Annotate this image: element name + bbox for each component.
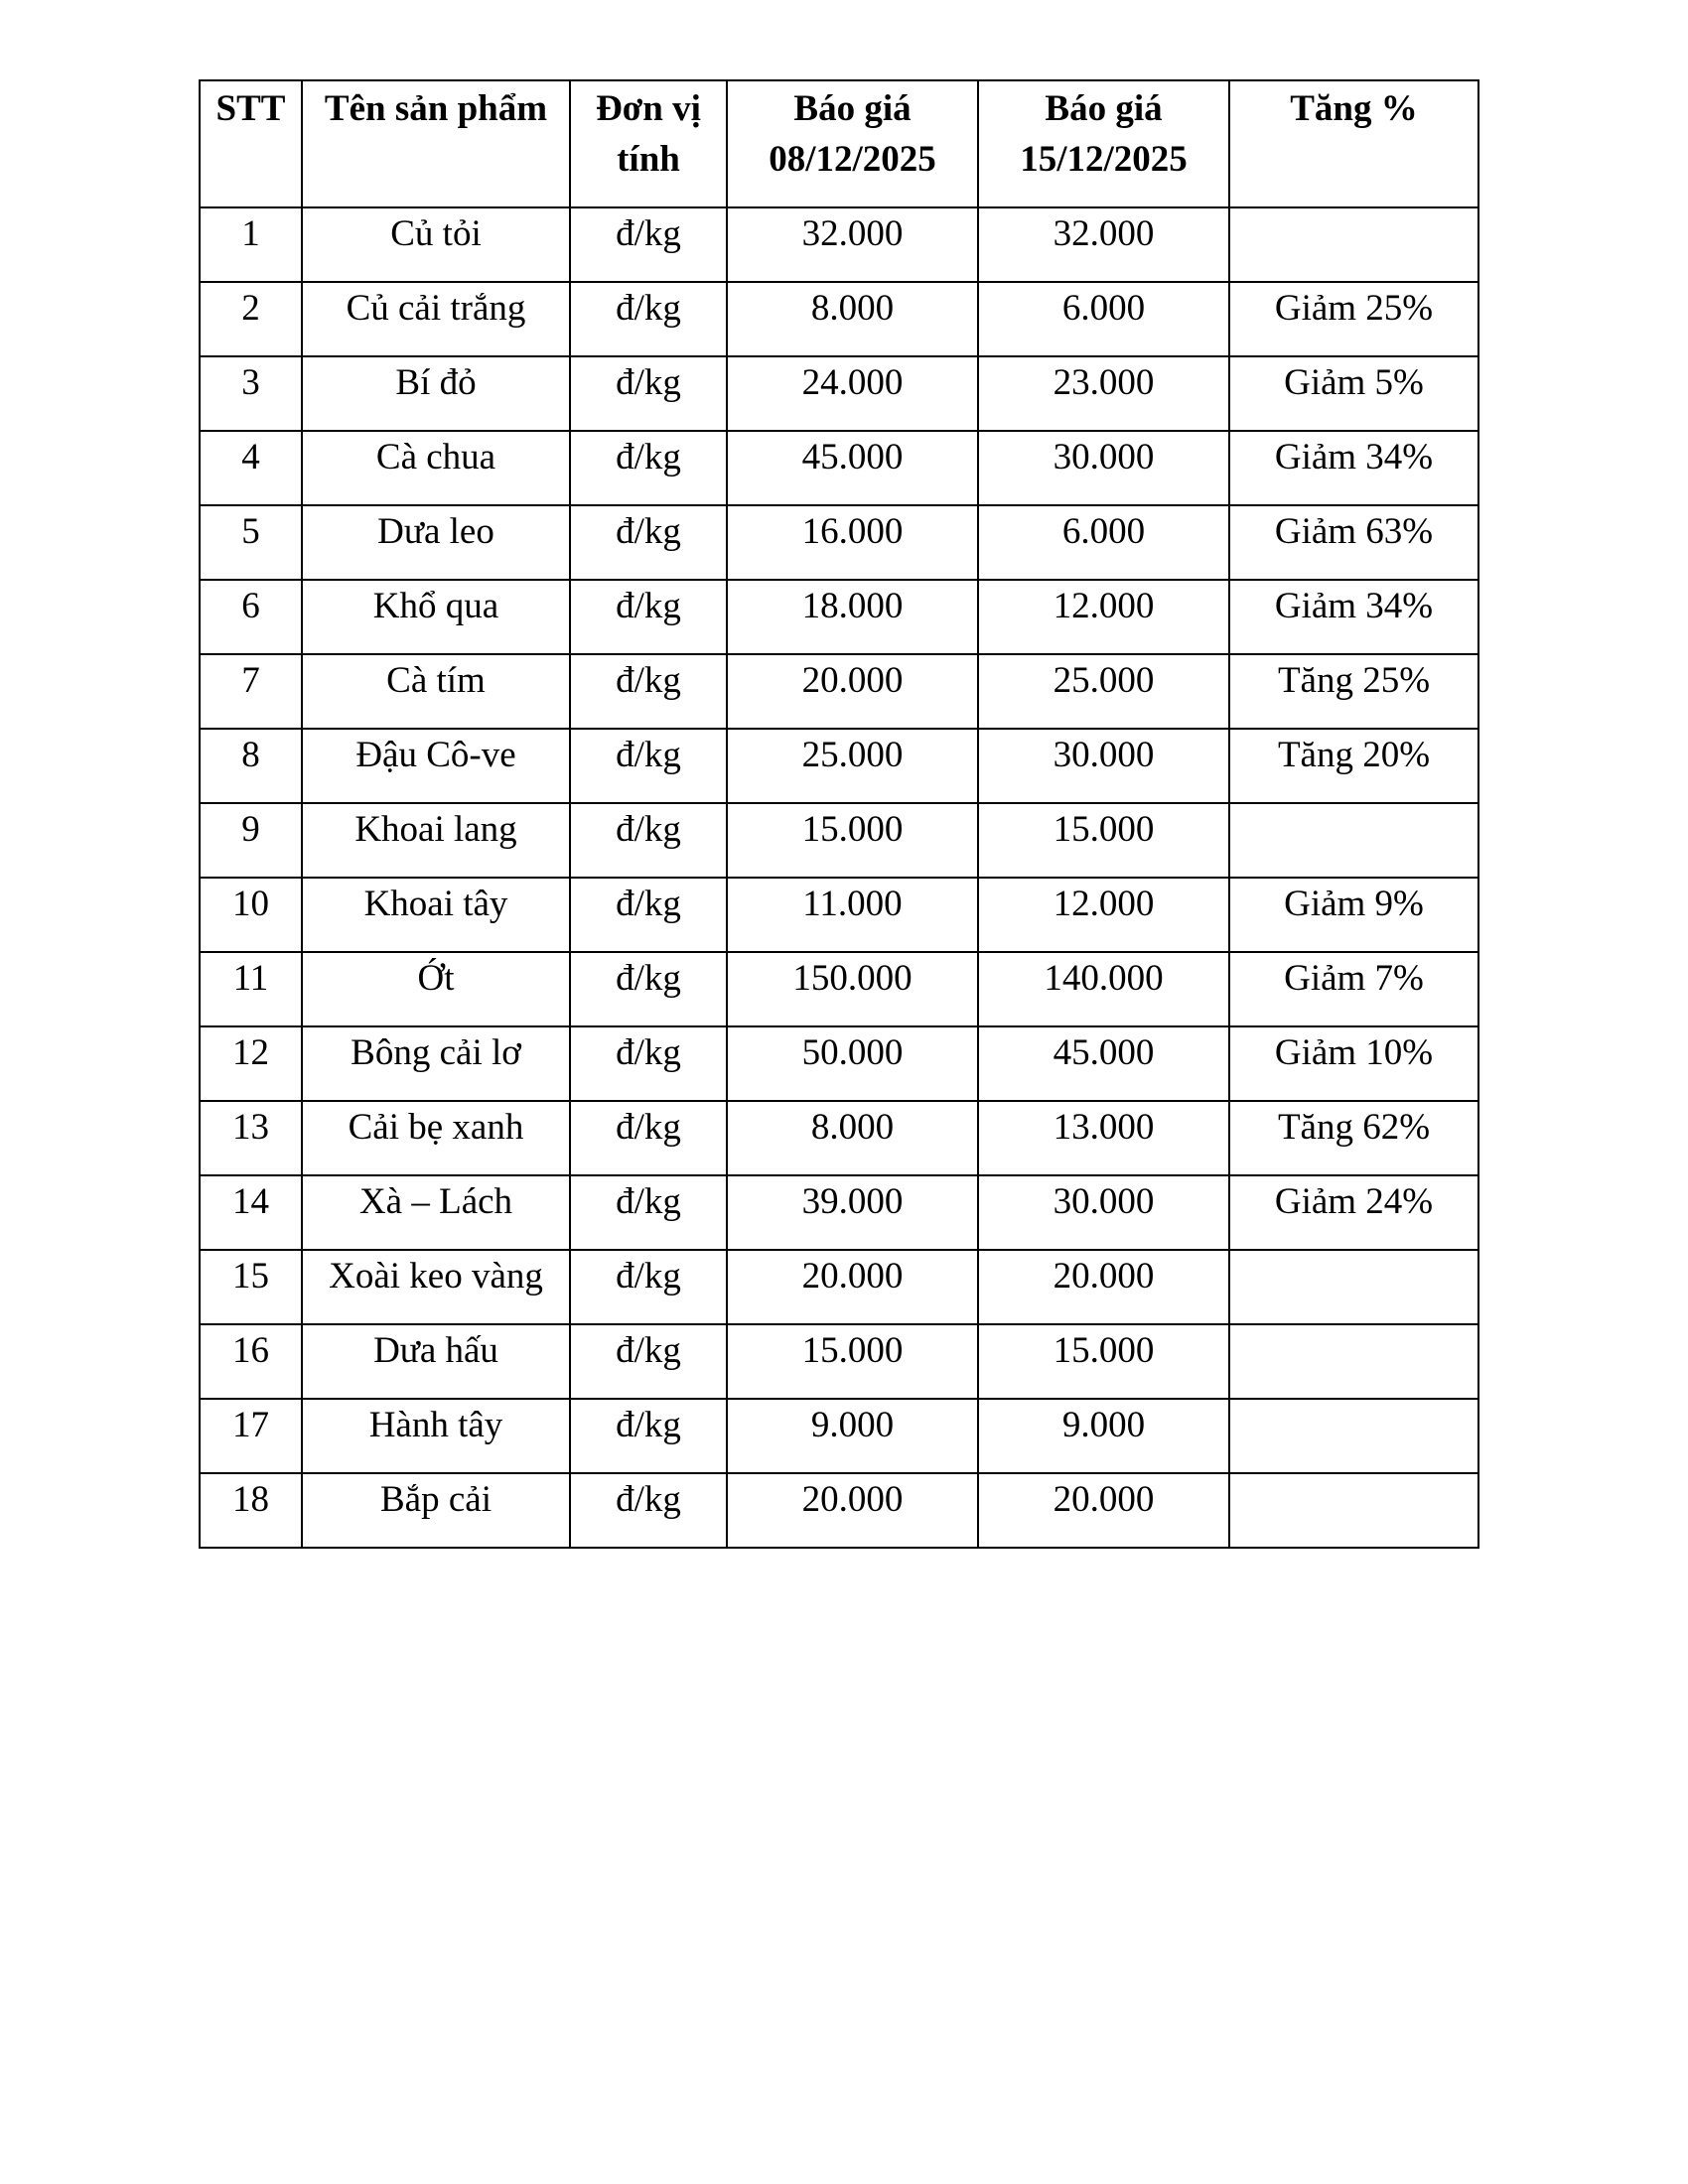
cell-product-name: Khoai lang: [302, 803, 570, 878]
cell-stt: 5: [200, 505, 302, 580]
cell-stt: 8: [200, 729, 302, 803]
cell-change-percent: Tăng 20%: [1229, 729, 1478, 803]
header-product-name: Tên sản phẩm: [302, 80, 570, 207]
cell-stt: 11: [200, 952, 302, 1026]
cell-price-date-2: 13.000: [978, 1101, 1229, 1175]
cell-price-date-1: 15.000: [727, 803, 978, 878]
header-stt: STT: [200, 80, 302, 207]
table-row: [200, 282, 1478, 356]
table-row: [200, 580, 1478, 654]
price-table: [199, 79, 1479, 1549]
cell-price-date-2: 15.000: [978, 1324, 1229, 1399]
cell-change-percent: Giảm 7%: [1229, 952, 1478, 1026]
table-row: [200, 803, 1478, 878]
cell-change-percent: Giảm 63%: [1229, 505, 1478, 580]
table-header-row: [200, 80, 1478, 207]
cell-change-percent: Giảm 10%: [1229, 1026, 1478, 1101]
cell-stt: 7: [200, 654, 302, 729]
cell-price-date-2: 12.000: [978, 580, 1229, 654]
cell-price-date-1: 50.000: [727, 1026, 978, 1101]
table-row: [200, 1175, 1478, 1250]
table-row: [200, 1250, 1478, 1324]
cell-price-date-2: 23.000: [978, 356, 1229, 431]
cell-price-date-2: 20.000: [978, 1473, 1229, 1548]
cell-price-date-2: 6.000: [978, 505, 1229, 580]
cell-product-name: Hành tây: [302, 1399, 570, 1473]
cell-unit: đ/kg: [570, 654, 727, 729]
cell-unit: đ/kg: [570, 878, 727, 952]
cell-change-percent: Giảm 9%: [1229, 878, 1478, 952]
cell-unit: đ/kg: [570, 207, 727, 282]
cell-price-date-1: 9.000: [727, 1399, 978, 1473]
cell-stt: 16: [200, 1324, 302, 1399]
cell-stt: 9: [200, 803, 302, 878]
table-body: [200, 207, 1478, 1548]
cell-unit: đ/kg: [570, 1250, 727, 1324]
cell-unit: đ/kg: [570, 729, 727, 803]
cell-unit: đ/kg: [570, 1473, 727, 1548]
cell-product-name: Khoai tây: [302, 878, 570, 952]
cell-price-date-1: 39.000: [727, 1175, 978, 1250]
cell-product-name: Xà – Lách: [302, 1175, 570, 1250]
cell-product-name: Dưa hấu: [302, 1324, 570, 1399]
cell-change-percent: Giảm 34%: [1229, 580, 1478, 654]
cell-price-date-2: 25.000: [978, 654, 1229, 729]
cell-product-name: Cải bẹ xanh: [302, 1101, 570, 1175]
table-row: [200, 1399, 1478, 1473]
table-row: [200, 952, 1478, 1026]
cell-stt: 17: [200, 1399, 302, 1473]
cell-price-date-1: 11.000: [727, 878, 978, 952]
cell-product-name: Dưa leo: [302, 505, 570, 580]
cell-price-date-2: 140.000: [978, 952, 1229, 1026]
cell-price-date-2: 15.000: [978, 803, 1229, 878]
cell-product-name: Xoài keo vàng: [302, 1250, 570, 1324]
cell-price-date-2: 20.000: [978, 1250, 1229, 1324]
cell-change-percent: Tăng 62%: [1229, 1101, 1478, 1175]
cell-stt: 12: [200, 1026, 302, 1101]
cell-stt: 1: [200, 207, 302, 282]
cell-product-name: Củ tỏi: [302, 207, 570, 282]
cell-price-date-1: 15.000: [727, 1324, 978, 1399]
table-row: [200, 431, 1478, 505]
cell-price-date-1: 45.000: [727, 431, 978, 505]
cell-change-percent: [1229, 803, 1478, 878]
cell-unit: đ/kg: [570, 282, 727, 356]
cell-price-date-2: 30.000: [978, 431, 1229, 505]
cell-price-date-1: 25.000: [727, 729, 978, 803]
cell-price-date-1: 24.000: [727, 356, 978, 431]
cell-unit: đ/kg: [570, 1175, 727, 1250]
cell-change-percent: Giảm 25%: [1229, 282, 1478, 356]
cell-price-date-2: 32.000: [978, 207, 1229, 282]
cell-unit: đ/kg: [570, 1026, 727, 1101]
cell-stt: 2: [200, 282, 302, 356]
cell-stt: 14: [200, 1175, 302, 1250]
cell-price-date-1: 16.000: [727, 505, 978, 580]
cell-change-percent: Giảm 5%: [1229, 356, 1478, 431]
cell-stt: 6: [200, 580, 302, 654]
cell-product-name: Khổ qua: [302, 580, 570, 654]
table-row: [200, 207, 1478, 282]
cell-unit: đ/kg: [570, 1324, 727, 1399]
cell-product-name: Ớt: [302, 952, 570, 1026]
cell-stt: 18: [200, 1473, 302, 1548]
cell-price-date-1: 20.000: [727, 1250, 978, 1324]
table-row: [200, 356, 1478, 431]
cell-change-percent: [1229, 1473, 1478, 1548]
cell-change-percent: [1229, 1399, 1478, 1473]
table-row: [200, 1324, 1478, 1399]
cell-product-name: Bí đỏ: [302, 356, 570, 431]
cell-unit: đ/kg: [570, 356, 727, 431]
cell-product-name: Cà tím: [302, 654, 570, 729]
header-price-date-2: Báo giá 15/12/2025: [978, 80, 1229, 207]
cell-unit: đ/kg: [570, 1399, 727, 1473]
cell-price-date-1: 20.000: [727, 1473, 978, 1548]
table-row: [200, 729, 1478, 803]
cell-change-percent: [1229, 1250, 1478, 1324]
cell-stt: 15: [200, 1250, 302, 1324]
cell-product-name: Cà chua: [302, 431, 570, 505]
cell-stt: 10: [200, 878, 302, 952]
cell-unit: đ/kg: [570, 505, 727, 580]
cell-price-date-2: 30.000: [978, 1175, 1229, 1250]
table-row: [200, 1101, 1478, 1175]
table-row: [200, 505, 1478, 580]
cell-price-date-1: 150.000: [727, 952, 978, 1026]
cell-price-date-2: 30.000: [978, 729, 1229, 803]
cell-unit: đ/kg: [570, 1101, 727, 1175]
header-change-percent: Tăng %: [1229, 80, 1478, 207]
cell-product-name: Củ cải trắng: [302, 282, 570, 356]
cell-price-date-2: 12.000: [978, 878, 1229, 952]
cell-price-date-2: 9.000: [978, 1399, 1229, 1473]
cell-price-date-1: 32.000: [727, 207, 978, 282]
cell-price-date-1: 8.000: [727, 282, 978, 356]
cell-unit: đ/kg: [570, 803, 727, 878]
cell-price-date-1: 18.000: [727, 580, 978, 654]
cell-price-date-2: 45.000: [978, 1026, 1229, 1101]
cell-change-percent: [1229, 1324, 1478, 1399]
table-row: [200, 1473, 1478, 1548]
cell-change-percent: Giảm 34%: [1229, 431, 1478, 505]
cell-stt: 4: [200, 431, 302, 505]
cell-price-date-1: 8.000: [727, 1101, 978, 1175]
cell-unit: đ/kg: [570, 431, 727, 505]
header-price-date-1: Báo giá 08/12/2025: [727, 80, 978, 207]
cell-price-date-2: 6.000: [978, 282, 1229, 356]
table-row: [200, 654, 1478, 729]
cell-unit: đ/kg: [570, 580, 727, 654]
cell-change-percent: Giảm 24%: [1229, 1175, 1478, 1250]
cell-change-percent: [1229, 207, 1478, 282]
table-row: [200, 1026, 1478, 1101]
cell-product-name: Bông cải lơ: [302, 1026, 570, 1101]
cell-unit: đ/kg: [570, 952, 727, 1026]
table-row: [200, 878, 1478, 952]
cell-stt: 13: [200, 1101, 302, 1175]
cell-change-percent: Tăng 25%: [1229, 654, 1478, 729]
cell-price-date-1: 20.000: [727, 654, 978, 729]
cell-stt: 3: [200, 356, 302, 431]
cell-product-name: Bắp cải: [302, 1473, 570, 1548]
header-unit: Đơn vị tính: [570, 80, 727, 207]
cell-product-name: Đậu Cô-ve: [302, 729, 570, 803]
